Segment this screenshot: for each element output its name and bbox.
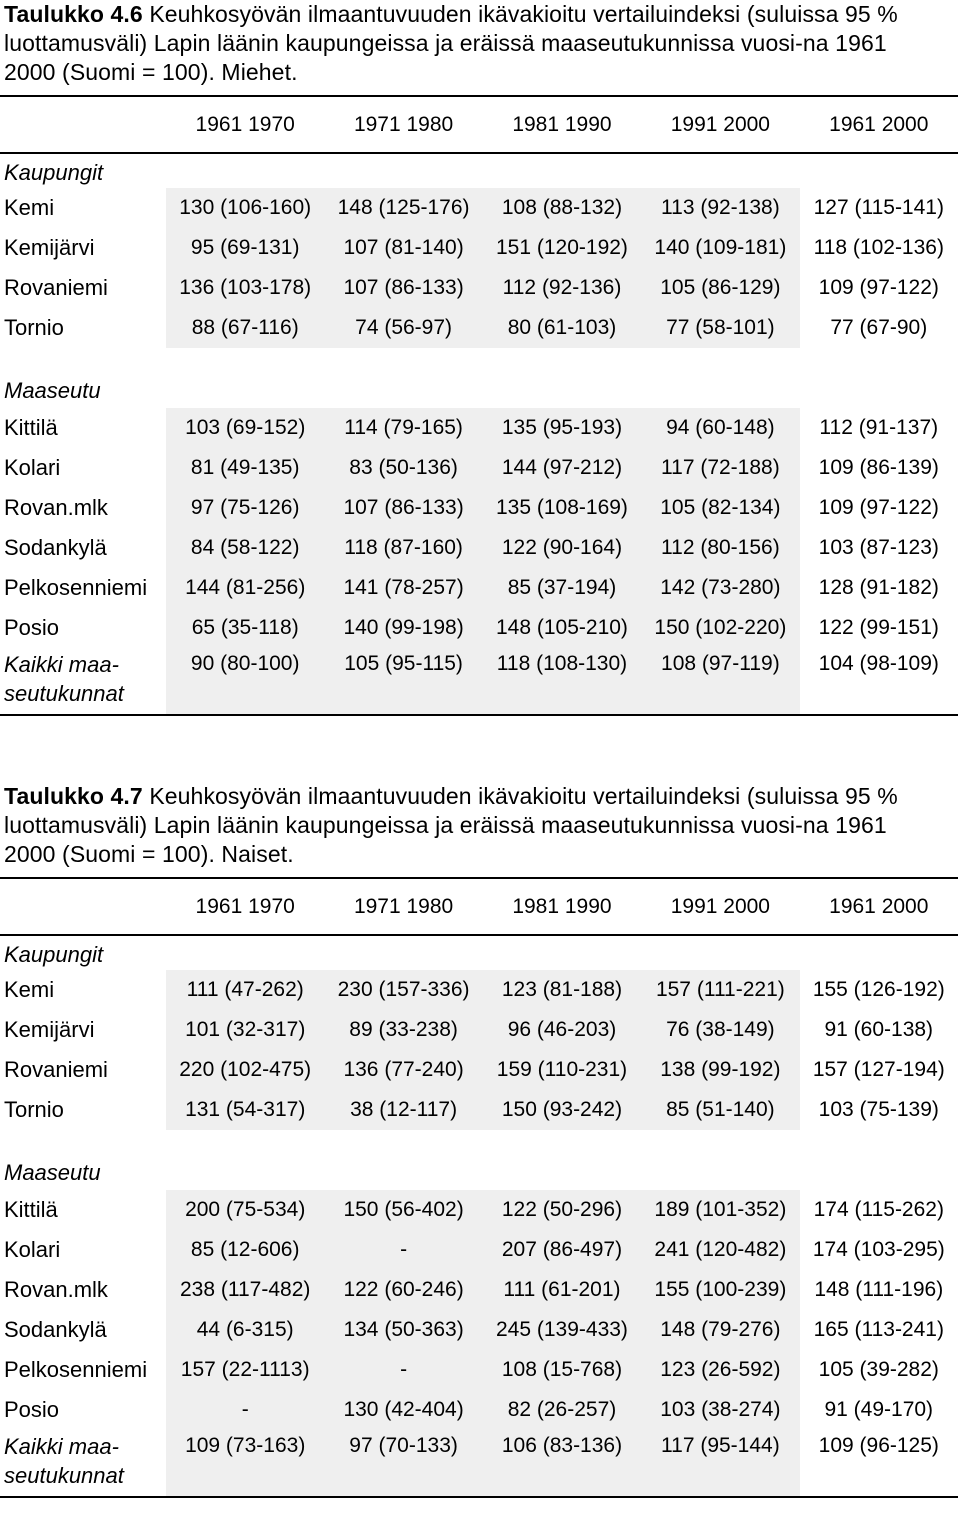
- table-row: [0, 448, 958, 488]
- row-label: Rovaniemi: [4, 1057, 108, 1082]
- table-bottom-rule: [0, 714, 958, 715]
- table-cell: 155 (100-239): [641, 1270, 799, 1310]
- table-row: [0, 1050, 958, 1090]
- table-number: Taulukko 4.7: [4, 783, 143, 809]
- table-cell: 150 (56-402): [324, 1190, 482, 1230]
- table-cell: 82 (26-257): [483, 1390, 641, 1430]
- table-row: [0, 648, 958, 714]
- column-header: 1971 1980: [324, 878, 482, 935]
- table-cell: 123 (81-188): [483, 970, 641, 1010]
- table-caption-text: Keuhkosyövän ilmaantuvuuden ikävakioitu vertailuindeksi (suluissa 95 % luottamusväli) Lapin läänin kaupungeissa ja eräissä maaseutukunnissa vuosi-na 1961 2000 (Suomi = 100). Naiset.: [4, 783, 898, 867]
- table-cell: 136 (103-178): [166, 268, 324, 308]
- table-cell: 105 (86-129): [641, 268, 799, 308]
- table-cell: 112 (92-136): [483, 268, 641, 308]
- table-cell: 96 (46-203): [483, 1010, 641, 1050]
- header-row: [0, 878, 958, 935]
- table-cell: 130 (106-160): [166, 188, 324, 228]
- section-title: Kaupungit: [4, 160, 104, 185]
- table-cell: 123 (26-592): [641, 1350, 799, 1390]
- table-cell: 88 (67-116): [166, 308, 324, 348]
- table-cell: 157 (111-221): [641, 970, 799, 1010]
- table-cell: 122 (60-246): [324, 1270, 482, 1310]
- table-cell: 155 (126-192): [812, 978, 945, 1001]
- column-header: [0, 96, 166, 153]
- table-cell: 200 (75-534): [166, 1190, 324, 1230]
- table-row: [0, 1190, 958, 1230]
- table-cell: 174 (115-262): [813, 1198, 944, 1221]
- table-block-4-7: [0, 782, 960, 1488]
- section-row: [0, 153, 958, 188]
- table-cell: 112 (91-137): [819, 416, 939, 439]
- table-cell: 148 (79-276): [641, 1310, 799, 1350]
- table-caption: [4, 782, 934, 869]
- row-label: Pelkosenniemi: [4, 1357, 148, 1382]
- table-cell: 103 (38-274): [641, 1390, 799, 1430]
- row-label: Rovan.mlk: [4, 495, 108, 520]
- table-cell: 91 (60-138): [824, 1018, 934, 1041]
- table-cell: 76 (38-149): [641, 1010, 799, 1050]
- table-cell: -: [324, 1230, 482, 1270]
- table-cell: 151 (120-192): [483, 228, 641, 268]
- table-cell: 113 (92-138): [641, 188, 799, 228]
- header-row: [0, 96, 958, 153]
- row-label: Rovaniemi: [4, 275, 108, 300]
- table-cell: 107 (81-140): [324, 228, 482, 268]
- row-label: Kolari: [4, 455, 61, 480]
- table-cell: 95 (69-131): [166, 228, 324, 268]
- table-cell: 111 (61-201): [483, 1270, 641, 1310]
- table-cell: 117 (72-188): [641, 448, 799, 488]
- table-cell: 150 (93-242): [483, 1090, 641, 1130]
- row-label: Tornio: [4, 1097, 64, 1122]
- table-cell: 131 (54-317): [166, 1090, 324, 1130]
- table-cell: 118 (102-136): [813, 236, 944, 259]
- row-label: Rovan.mlk: [4, 1277, 108, 1302]
- table-cell: 138 (99-192): [641, 1050, 799, 1090]
- table-cell: 97 (75-126): [166, 488, 324, 528]
- table-cell: -: [166, 1390, 324, 1430]
- table-cell: 122 (99-151): [818, 616, 939, 639]
- table-cell: 106 (83-136): [483, 1430, 641, 1496]
- table-cell: 74 (56-97): [324, 308, 482, 348]
- table-cell: 144 (97-212): [483, 448, 641, 488]
- table-cell: 80 (61-103): [483, 308, 641, 348]
- table-cell: 90 (80-100): [166, 648, 324, 714]
- table-cell: 117 (95-144): [641, 1430, 799, 1496]
- table-row: [0, 1430, 958, 1496]
- table-cell: 140 (99-198): [324, 608, 482, 648]
- data-table: [0, 877, 958, 1498]
- row-label: Posio: [4, 1397, 60, 1422]
- table-cell: 105 (39-282): [818, 1358, 939, 1381]
- row-label: Kaikki maa-seutukunnat: [4, 1434, 124, 1488]
- table-cell: 150 (102-220): [641, 608, 799, 648]
- table-cell: 103 (69-152): [166, 408, 324, 448]
- table-cell: 85 (51-140): [641, 1090, 799, 1130]
- table-cell: 174 (103-295): [812, 1238, 945, 1261]
- table-row: [0, 1270, 958, 1310]
- table-cell: 108 (15-768): [483, 1350, 641, 1390]
- row-label: Kolari: [4, 1237, 61, 1262]
- table-row: [0, 268, 958, 308]
- section-row: [0, 935, 958, 970]
- table-cell: 238 (117-482): [166, 1270, 324, 1310]
- table-row: [0, 408, 958, 448]
- table-row: [0, 1310, 958, 1350]
- table-cell: 142 (73-280): [641, 568, 799, 608]
- table-cell: 109 (97-122): [818, 276, 939, 299]
- table-cell: 165 (113-241): [813, 1318, 944, 1341]
- table-cell: 89 (33-238): [324, 1010, 482, 1050]
- table-cell: 38 (12-117): [324, 1090, 482, 1130]
- table-row: [0, 608, 958, 648]
- table-cell: 105 (82-134): [641, 488, 799, 528]
- table-cell: 159 (110-231): [483, 1050, 641, 1090]
- table-cell: 94 (60-148): [641, 408, 799, 448]
- table-cell: 105 (95-115): [324, 648, 482, 714]
- column-header: 1981 1990: [483, 878, 641, 935]
- row-label: Kemijärvi: [4, 235, 95, 260]
- table-row: [0, 228, 958, 268]
- table-row: [0, 1230, 958, 1270]
- table-cell: 122 (90-164): [483, 528, 641, 568]
- table-cell: 108 (88-132): [483, 188, 641, 228]
- table-cell: 130 (42-404): [324, 1390, 482, 1430]
- table-cell: 109 (96-125): [818, 1434, 939, 1457]
- table-cell: 127 (115-141): [813, 196, 944, 219]
- table-cell: 107 (86-133): [324, 488, 482, 528]
- table-cell: 230 (157-336): [324, 970, 482, 1010]
- table-cell: 135 (95-193): [483, 408, 641, 448]
- table-cell: 128 (91-182): [818, 576, 939, 599]
- table-caption: [4, 0, 934, 87]
- column-header: 1961 2000: [800, 96, 958, 153]
- table-cell: 241 (120-482): [641, 1230, 799, 1270]
- table-cell: 245 (139-433): [483, 1310, 641, 1350]
- table-number: Taulukko 4.6: [4, 1, 143, 27]
- table-cell: 157 (22-1113): [166, 1350, 324, 1390]
- table-cell: 81 (49-135): [166, 448, 324, 488]
- table-cell: 148 (125-176): [324, 188, 482, 228]
- table-bottom-rule: [0, 1496, 958, 1497]
- table-row: [0, 568, 958, 608]
- table-cell: 134 (50-363): [324, 1310, 482, 1350]
- row-label: Kittilä: [4, 1197, 58, 1222]
- table-cell: 118 (87-160): [324, 528, 482, 568]
- table-cell: 103 (75-139): [818, 1098, 939, 1121]
- column-header: 1991 2000: [641, 878, 799, 935]
- row-label: Sodankylä: [4, 1317, 107, 1342]
- column-header: 1991 2000: [641, 96, 799, 153]
- column-header: 1961 1970: [166, 878, 324, 935]
- column-header: 1961 2000: [800, 878, 958, 935]
- table-cell: 108 (97-119): [641, 648, 799, 714]
- table-row: [0, 188, 958, 228]
- row-label: Sodankylä: [4, 535, 107, 560]
- table-row: [0, 1090, 958, 1130]
- table-cell: -: [324, 1350, 482, 1390]
- row-label: Kaikki maa-seutukunnat: [4, 652, 124, 706]
- table-cell: 77 (67-90): [830, 316, 928, 339]
- table-cell: 103 (87-123): [818, 536, 939, 559]
- table-cell: 91 (49-170): [824, 1398, 934, 1421]
- column-header: 1971 1980: [324, 96, 482, 153]
- section-row: [0, 1130, 958, 1190]
- column-header: 1961 1970: [166, 96, 324, 153]
- table-cell: 135 (108-169): [483, 488, 641, 528]
- row-label: Kemijärvi: [4, 1017, 95, 1042]
- table-cell: 101 (32-317): [166, 1010, 324, 1050]
- row-label: Pelkosenniemi: [4, 575, 148, 600]
- table-cell: 107 (86-133): [324, 268, 482, 308]
- table-row: [0, 488, 958, 528]
- table-cell: 140 (109-181): [641, 228, 799, 268]
- table-cell: 109 (97-122): [818, 496, 939, 519]
- table-cell: 207 (86-497): [483, 1230, 641, 1270]
- data-table: [0, 95, 958, 716]
- table-cell: 122 (50-296): [483, 1190, 641, 1230]
- table-cell: 189 (101-352): [641, 1190, 799, 1230]
- table-cell: 109 (73-163): [166, 1430, 324, 1496]
- table-cell: 136 (77-240): [324, 1050, 482, 1090]
- row-label: Kittilä: [4, 415, 58, 440]
- table-block-4-6: [0, 0, 960, 706]
- table-cell: 148 (111-196): [814, 1278, 944, 1301]
- section-row: [0, 348, 958, 408]
- table-row: [0, 308, 958, 348]
- table-cell: 83 (50-136): [324, 448, 482, 488]
- table-caption-text: Keuhkosyövän ilmaantuvuuden ikävakioitu vertailuindeksi (suluissa 95 % luottamusväli) Lapin läänin kaupungeissa ja eräissä maaseutukunnissa vuosi-na 1961 2000 (Suomi = 100). Miehet.: [4, 1, 898, 85]
- table-cell: 44 (6-315): [166, 1310, 324, 1350]
- table-cell: 112 (80-156): [641, 528, 799, 568]
- section-title: Maaseutu: [4, 1160, 101, 1185]
- table-cell: 141 (78-257): [324, 568, 482, 608]
- row-label: Kemi: [4, 195, 55, 220]
- table-cell: 85 (12-606): [166, 1230, 324, 1270]
- section-title: Kaupungit: [4, 942, 104, 967]
- column-header: 1981 1990: [483, 96, 641, 153]
- table-row: [0, 1390, 958, 1430]
- row-label: Kemi: [4, 977, 55, 1002]
- table-cell: 144 (81-256): [166, 568, 324, 608]
- table-cell: 77 (58-101): [641, 308, 799, 348]
- table-cell: 111 (47-262): [166, 970, 324, 1010]
- table-cell: 157 (127-194): [812, 1058, 945, 1081]
- table-cell: 148 (105-210): [483, 608, 641, 648]
- table-cell: 114 (79-165): [324, 408, 482, 448]
- row-label: Tornio: [4, 315, 64, 340]
- table-cell: 84 (58-122): [166, 528, 324, 568]
- table-row: [0, 528, 958, 568]
- table-cell: 65 (35-118): [166, 608, 324, 648]
- table-row: [0, 1350, 958, 1390]
- table-cell: 118 (108-130): [483, 648, 641, 714]
- table-cell: 85 (37-194): [483, 568, 641, 608]
- table-cell: 97 (70-133): [324, 1430, 482, 1496]
- table-cell: 220 (102-475): [166, 1050, 324, 1090]
- table-cell: 104 (98-109): [818, 652, 939, 675]
- table-cell: 109 (86-139): [818, 456, 939, 479]
- row-label: Posio: [4, 615, 60, 640]
- table-row: [0, 970, 958, 1010]
- column-header: [0, 878, 166, 935]
- table-row: [0, 1010, 958, 1050]
- section-title: Maaseutu: [4, 378, 101, 403]
